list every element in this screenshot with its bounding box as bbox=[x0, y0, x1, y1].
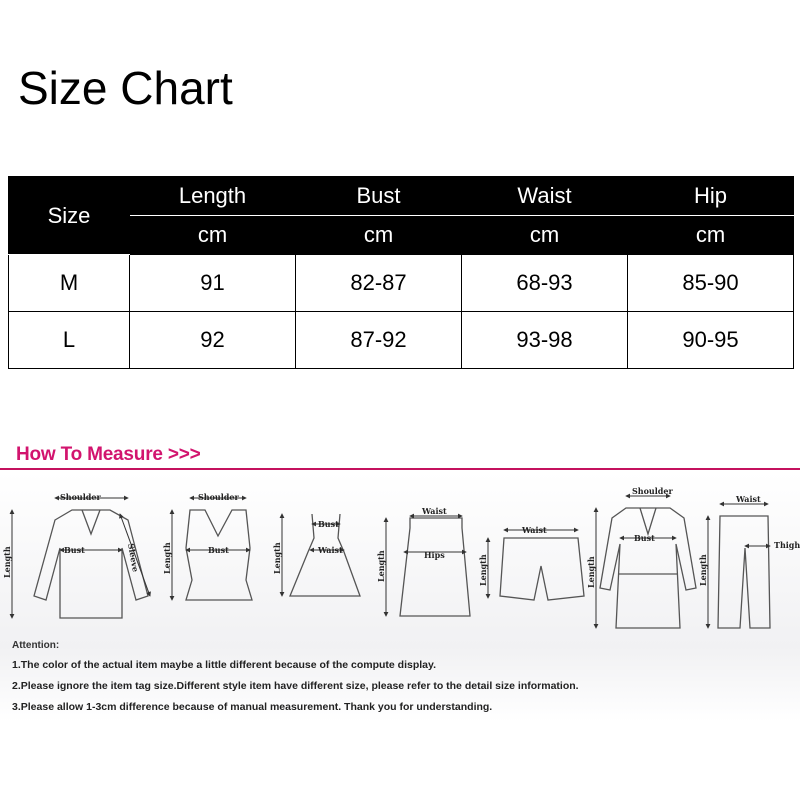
shoulder-label: Shoulder bbox=[632, 486, 673, 496]
waist-label: Waist bbox=[736, 494, 761, 504]
blouse-diagram bbox=[2, 492, 150, 618]
shoulder-label: Shoulder bbox=[198, 492, 239, 502]
cell-size: L bbox=[9, 312, 130, 369]
thigh-label: Thigh bbox=[774, 540, 800, 550]
attention-notes bbox=[12, 657, 579, 720]
length-label: Length bbox=[586, 556, 596, 588]
cell-bust: 82-87 bbox=[296, 255, 462, 312]
cell-length: 92 bbox=[130, 312, 296, 369]
bust-label: Bust bbox=[208, 545, 229, 555]
waist-label: Waist bbox=[318, 545, 343, 555]
trousers-diagram bbox=[698, 494, 800, 628]
coat-diagram bbox=[586, 486, 696, 628]
size-chart-table bbox=[8, 176, 794, 369]
cell-bust: 87-92 bbox=[296, 312, 462, 369]
header-length: Length bbox=[130, 177, 296, 216]
dress-diagram bbox=[272, 514, 360, 596]
table-row bbox=[9, 255, 794, 312]
sleeve-label: Sleeve bbox=[126, 542, 141, 573]
shoulder-label: Shoulder bbox=[60, 492, 101, 502]
attention-note: 2.Please ignore the item tag size.Different style item have different size, please refer to the detail size information. bbox=[12, 680, 579, 692]
bust-label: Bust bbox=[634, 533, 655, 543]
header-size: Size bbox=[9, 177, 130, 255]
how-to-measure-heading: How To Measure >>> bbox=[16, 444, 201, 465]
length-label: Length bbox=[478, 554, 488, 586]
header-bust: Bust bbox=[296, 177, 462, 216]
shorts-diagram bbox=[478, 525, 584, 600]
cell-hip: 90-95 bbox=[628, 312, 794, 369]
top-diagram bbox=[162, 492, 252, 600]
attention-title: Attention: bbox=[12, 640, 60, 651]
attention-note: 3.Please allow 1-3cm difference because of manual measurement. Thank you for understanding. bbox=[12, 701, 493, 713]
length-label: Length bbox=[698, 554, 708, 586]
cell-length: 91 bbox=[130, 255, 296, 312]
unit-hip: cm bbox=[628, 216, 794, 255]
cell-hip: 85-90 bbox=[628, 255, 794, 312]
unit-length: cm bbox=[130, 216, 296, 255]
cell-waist: 93-98 bbox=[462, 312, 628, 369]
hips-label: Hips bbox=[424, 550, 445, 560]
length-label: Length bbox=[272, 542, 282, 574]
measurement-diagrams bbox=[0, 478, 800, 638]
length-label: Length bbox=[2, 546, 12, 578]
attention-note: 1.The color of the actual item maybe a little different because of the compute display. bbox=[12, 659, 436, 671]
bust-label: Bust bbox=[64, 545, 85, 555]
table-row bbox=[9, 312, 794, 369]
waist-label: Waist bbox=[422, 506, 447, 516]
cell-size: M bbox=[9, 255, 130, 312]
page-title: Size Chart bbox=[18, 62, 233, 114]
unit-waist: cm bbox=[462, 216, 628, 255]
cell-waist: 68-93 bbox=[462, 255, 628, 312]
heading-divider bbox=[0, 468, 800, 470]
length-label: Length bbox=[376, 550, 386, 582]
skirt-diagram bbox=[376, 506, 470, 616]
length-label: Length bbox=[162, 542, 172, 574]
unit-bust: cm bbox=[296, 216, 462, 255]
header-hip: Hip bbox=[628, 177, 794, 216]
waist-label: Waist bbox=[522, 525, 547, 535]
header-waist: Waist bbox=[462, 177, 628, 216]
bust-label: Bust bbox=[318, 519, 339, 529]
